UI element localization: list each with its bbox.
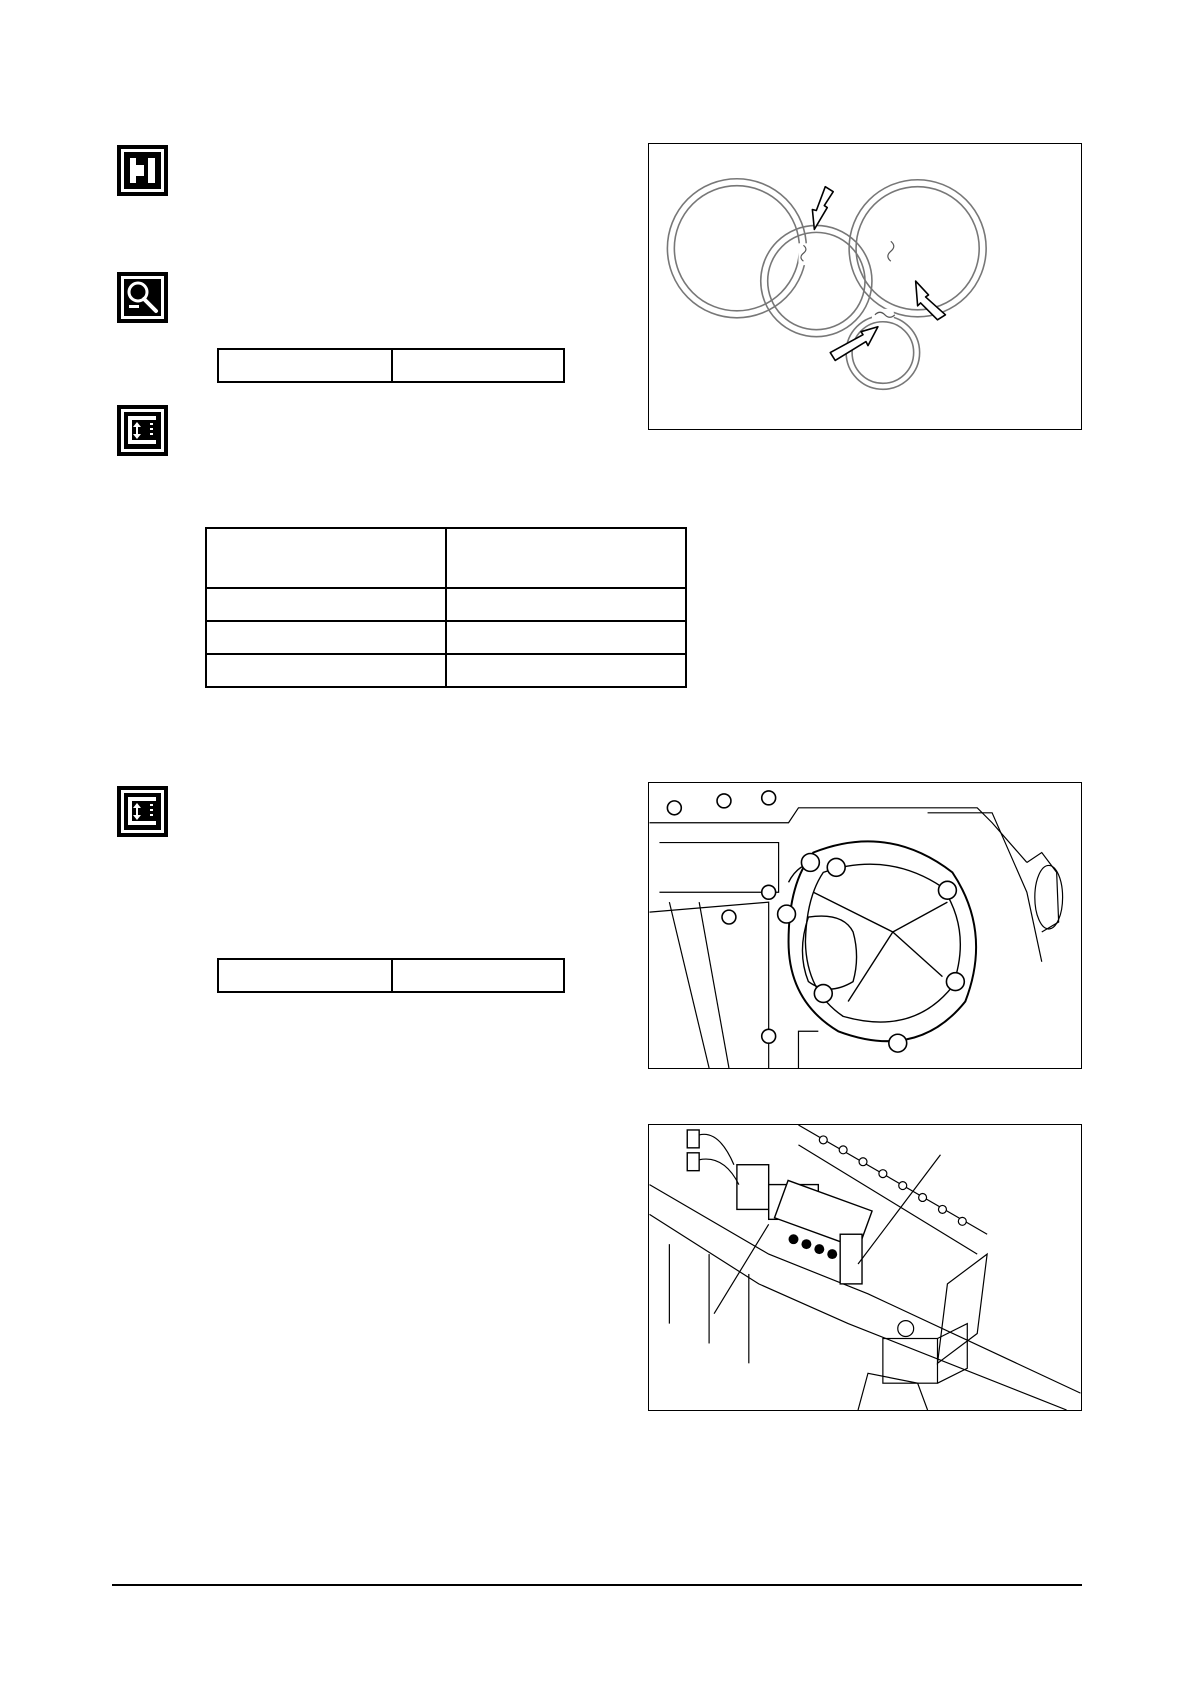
table-row [206, 654, 686, 687]
figure-gear-train [648, 143, 1082, 430]
clearance-table [205, 527, 687, 688]
table-header-row [206, 528, 686, 588]
engine-cover-illustration [649, 783, 1081, 1068]
table-row [206, 588, 686, 621]
table-cell [446, 621, 686, 654]
table-cell [206, 654, 446, 687]
table-cell [446, 588, 686, 621]
disassembly-icon [117, 145, 168, 196]
figure-valve-block [648, 1124, 1082, 1411]
valve-block-illustration [649, 1125, 1081, 1410]
table-cell [206, 621, 446, 654]
torque-table-1-value [392, 349, 564, 382]
footer-rule [112, 1584, 1082, 1586]
figure-engine-cover [648, 782, 1082, 1069]
table-header-cell [206, 528, 446, 588]
table-header-cell [446, 528, 686, 588]
torque-table-1-label [218, 349, 392, 382]
torque-wrench-icon [117, 272, 168, 323]
torque-table-2 [217, 958, 565, 993]
table-cell [446, 654, 686, 687]
gear-train-illustration [649, 144, 1081, 429]
measurement-icon [117, 405, 168, 456]
table-cell [206, 588, 446, 621]
torque-table-2-value [392, 959, 564, 992]
table-row [206, 621, 686, 654]
torque-table-1 [217, 348, 565, 383]
measurement-icon [117, 786, 168, 837]
torque-table-2-label [218, 959, 392, 992]
